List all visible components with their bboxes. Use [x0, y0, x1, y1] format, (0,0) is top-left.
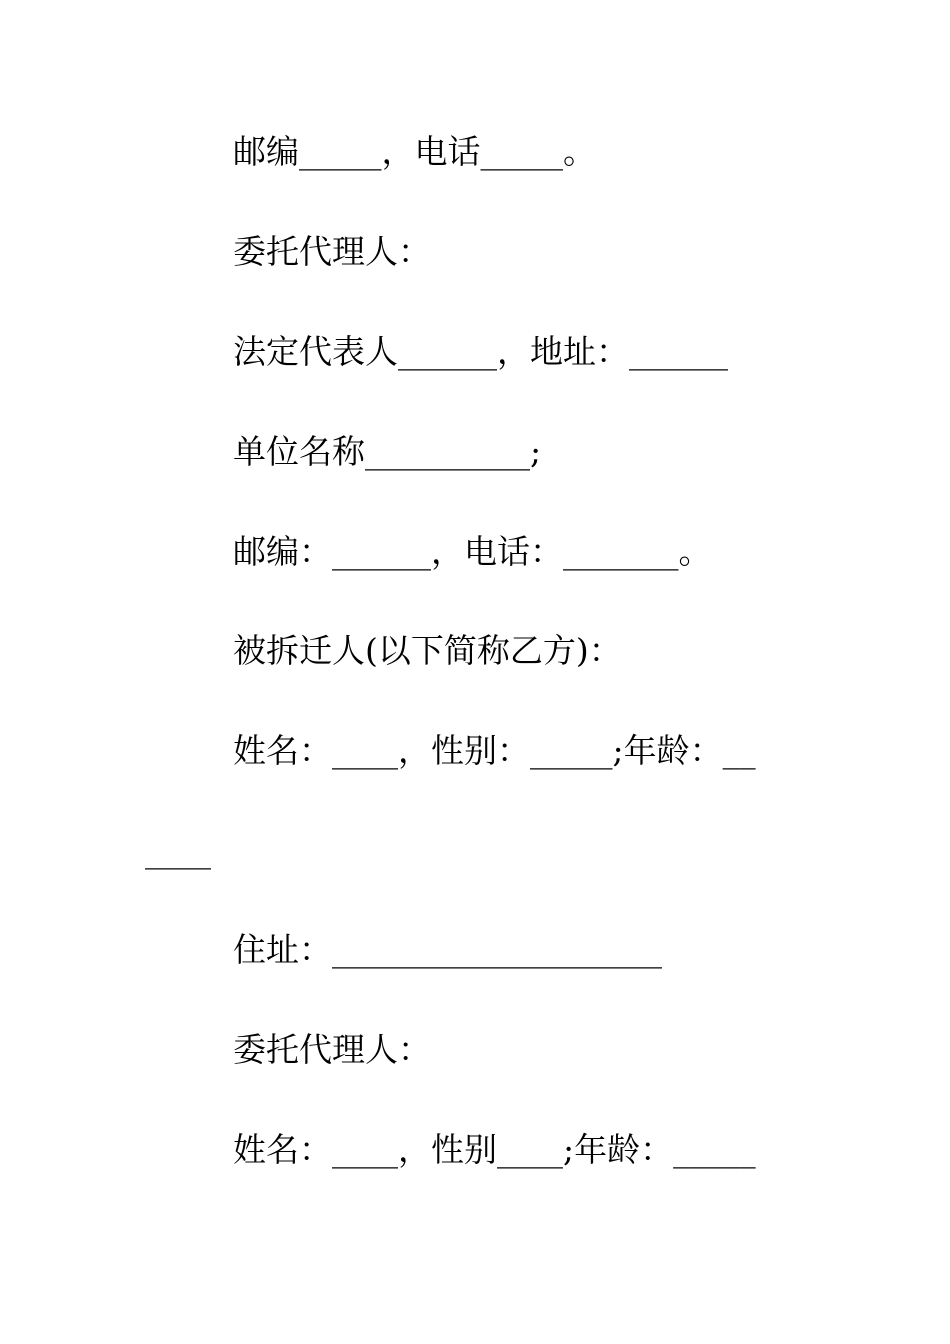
text-line-agent-2: 委托代理人： [233, 1030, 431, 1069]
text-line-unit-name: 单位名称__________; [233, 432, 542, 471]
text-line-age-continuation: ____ [145, 831, 211, 870]
text-line-postcode-phone-2: 邮编：______，电话：_______。 [233, 532, 712, 571]
text-line-name-gender-age-2: 姓名：____，性别____;年龄：_____ [233, 1130, 756, 1169]
text-line-party-b: 被拆迁人(以下简称乙方)： [233, 631, 622, 670]
text-line-agent: 委托代理人： [233, 232, 431, 271]
text-line-legal-rep-address: 法定代表人______，地址：______ [233, 332, 728, 371]
text-line-residence: 住址：____________________ [233, 930, 662, 969]
text-line-postcode-phone: 邮编_____，电话_____。 [233, 132, 596, 171]
text-line-name-gender-age: 姓名：____，性别：_____;年龄：__ [233, 731, 756, 770]
